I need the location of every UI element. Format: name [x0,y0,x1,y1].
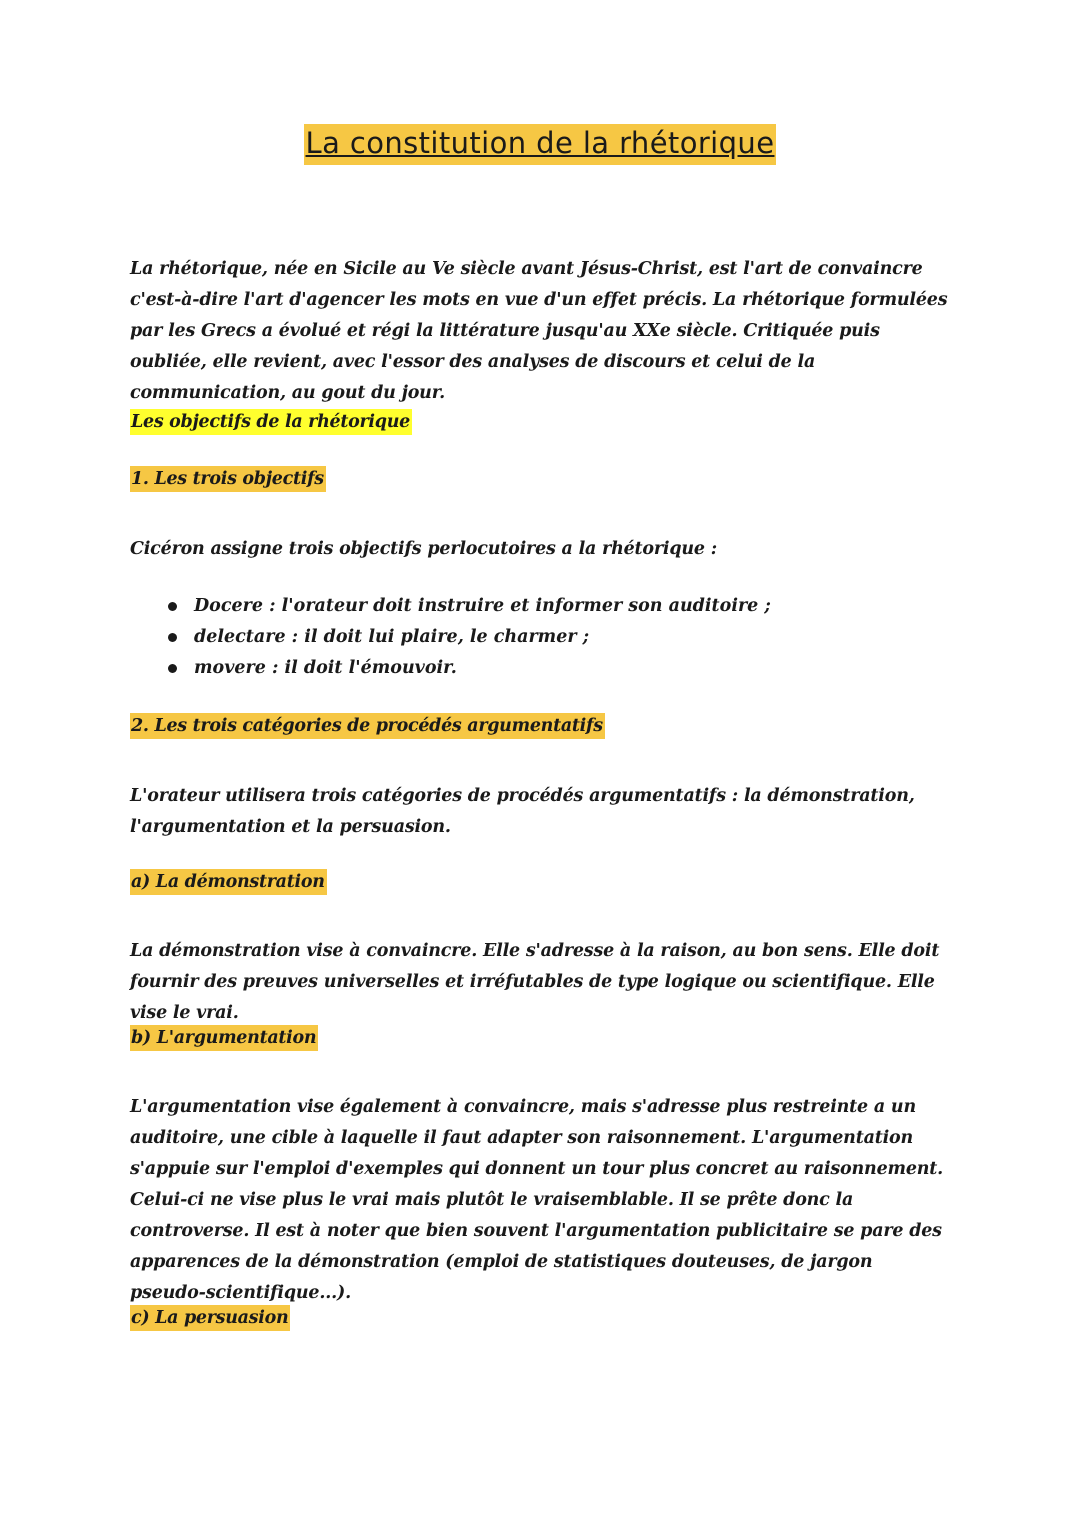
ciceron-paragraph: Cicéron assigne trois objectifs perlocutoires a la rhétorique : [130,539,718,559]
heading-argumentation: b) L'argumentation [130,1025,318,1051]
title-wrapper [0,126,1080,160]
heading-trois-objectifs: 1. Les trois objectifs [130,466,326,492]
list-item-text: Docere : l'orateur doit instruire et informer son auditoire ; [194,596,771,616]
list-item [130,591,950,622]
demonstration-paragraph: La démonstration vise à convaincre. Elle s'adresse à la raison, au bon sens. Elle doit fournir des preuves universelles et irréfutables de type logique ou scientifique. Elle vise le vrai. [130,941,940,1023]
list-item [130,653,950,684]
heading-persuasion: c) La persuasion [130,1305,290,1331]
list-item-text: movere : il doit l'émouvoir. [194,658,457,678]
list-item [130,622,950,653]
bullet-icon [168,633,177,642]
heading-demonstration: a) La démonstration [130,869,327,895]
page-title: La constitution de la rhétorique [304,124,777,165]
heading-trois-categories: 2. Les trois catégories de procédés argumentatifs [130,713,605,739]
objectives-list [130,591,950,684]
section-heading-objectifs: Les objectifs de la rhétorique [130,409,412,435]
intro-paragraph: La rhétorique, née en Sicile au Ve siècle avant Jésus-Christ, est l'art de convaincre c'est-à-dire l'art d'agencer les mots en vue d'un effet précis. La rhétorique formulées par les Grecs a évolué et régi la littérature jusqu'au XXe siècle. Critiquée puis oubliée, elle revient, avec l'essor des analyses de discours et celui de la communication, au gout du jour. [130,259,948,403]
argumentation-paragraph: L'argumentation vise également à convaincre, mais s'adresse plus restreinte a un auditoire, une cible à laquelle il faut adapter son raisonnement. L'argumentation s'appuie sur l'emploi d'exemples qui donnent un tour plus concret au raisonnement. Celui-ci ne vise plus le vrai mais plutôt le vraisemblable. Il se prête donc la controverse. Il est à noter que bien souvent l'argumentation publicitaire se pare des apparences de la démonstration (emploi de statistiques douteuses, de jargon pseudo-scientifique...). [130,1097,944,1303]
categories-paragraph: L'orateur utilisera trois catégories de procédés argumentatifs : la démonstration, l'argumentation et la persuasion. [130,786,915,837]
bullet-icon [168,602,177,611]
list-item-text: delectare : il doit lui plaire, le charmer ; [194,627,590,647]
bullet-icon [168,664,177,673]
